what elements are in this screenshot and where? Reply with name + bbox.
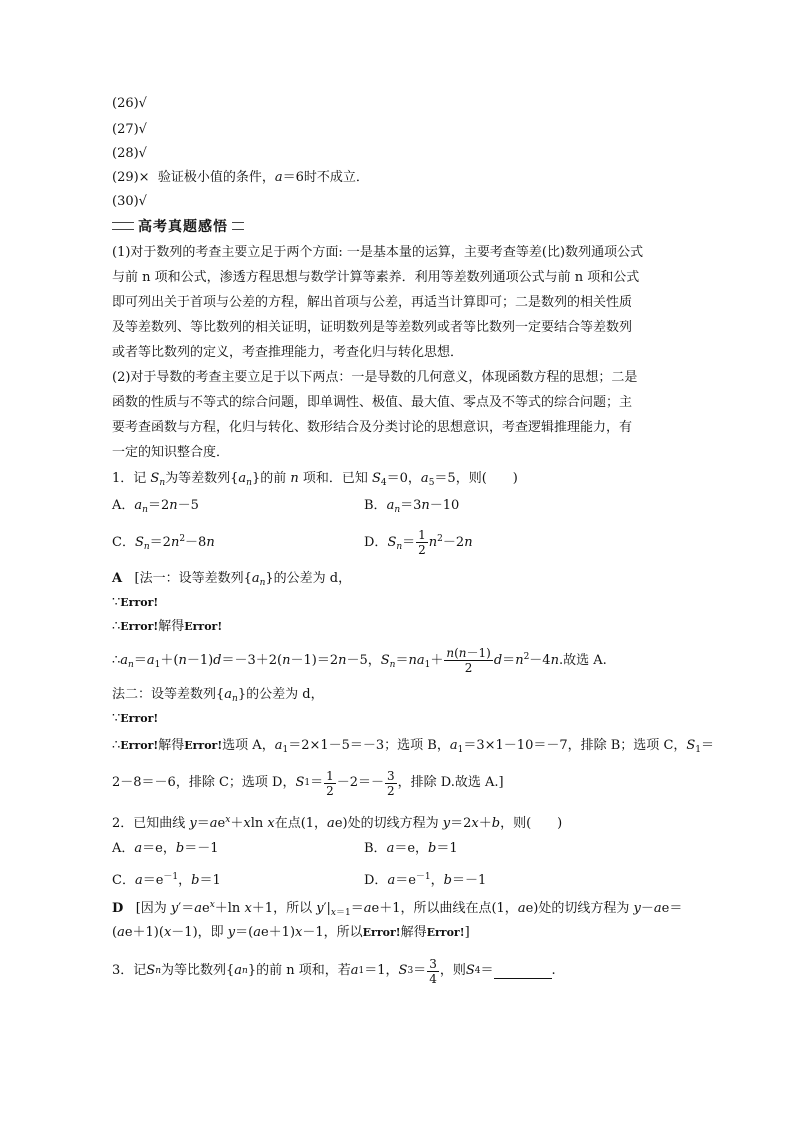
q2-option-b: B．a＝e，b＝1 xyxy=(364,841,458,856)
intro-line: 要考查函数与方程，化归与转化、数形结合及分类讨论的思想意识，考查逻辑推理能力，有 xyxy=(112,420,633,435)
q1-option-d: D．$S_n=$ $\frac{1}{2}$ $n^2-2n$ xyxy=(364,528,473,557)
section-header xyxy=(112,216,684,236)
fraction: $\frac{1}{2}$ xyxy=(326,768,334,798)
check-label: (30)√ xyxy=(112,194,147,209)
intro-line: 及等差数列、等比数列的相关证明，证明数列是等差数列或者等比数列一定要结合等差数列 xyxy=(112,320,633,335)
intro-line: 或者等比数列的定义，考查推理能力，考查化归与转化思想． xyxy=(112,345,464,360)
solution-text: }的公差为 d， xyxy=(237,687,324,702)
solution-text: ，所以曲线在点(1， xyxy=(400,901,518,916)
therefore-symbol: ∴ xyxy=(112,738,121,753)
solution-text: 选项 A， xyxy=(222,738,275,753)
q3-stem: 3．记 S n 为等比数列{ a n }的前 n 项和，若 a 1 ＝1， S 3 ＝ $\frac{3}{4}$ ，则 S 4 ＝ . xyxy=(112,949,684,993)
q1-option-c: C．$S_n=2n^2-8n$ xyxy=(112,534,215,552)
q1-answer: A xyxy=(112,571,123,586)
solution-text: [法一：设等差数列{ xyxy=(134,571,252,586)
intro-line: 与前 n 项和公式，渗透方程思想与数学计算等素养．利用等差数列通项公式与前 n 项和公式 xyxy=(112,270,640,285)
fraction: $\frac{n(n-1)}{2}$ xyxy=(446,646,491,675)
error-text: Error! xyxy=(120,596,159,609)
check-item-27 xyxy=(112,118,684,142)
solution-text: )处的切线方程为 xyxy=(533,901,634,916)
q2-stem-part: ，则( ) xyxy=(500,816,563,831)
q1-stem-part: ＝0， xyxy=(386,471,421,486)
option-letter: D． xyxy=(364,873,388,888)
solution-text: [因为 xyxy=(135,901,171,916)
solution-text: 故选 A. xyxy=(563,653,607,668)
q1-solution-line-5: 法二：设等差数列$\{a_n\}$的公差为 d， xyxy=(112,687,324,704)
q1-stem-part: }的前 xyxy=(251,471,291,486)
solution-text: ，所以 xyxy=(273,901,317,916)
q1-stem-part: 1．记 xyxy=(112,471,151,486)
solution-text: ] xyxy=(464,925,470,940)
intro-line: 函数的性质与不等式的综合问题，即单调性、极值、最大值、零点及不等式的综合问题；主 xyxy=(112,395,633,410)
intro-line: (2)对于导数的考查主要立足于以下两点：一是导数的几何意义，体现函数方程的思想；二是 xyxy=(112,370,638,385)
intro-paragraph-2 xyxy=(112,365,684,465)
option-letter: A． xyxy=(112,498,135,513)
intro-line: 一定的知识整合度． xyxy=(112,445,230,460)
check-item-26 xyxy=(112,92,684,116)
q1-stem: 1．记 $S_n$为等差数列$\{a_n\}$的前 n 项和．已知 $S_4=0$，$a_5=5$，则( ) xyxy=(112,471,518,488)
solution-text: ＝3×1－10＝－7，排除 B；选项 C， xyxy=(463,738,687,753)
q1-option-a: A．$a_n=2n-5$ xyxy=(112,498,199,515)
check-label: (28)√ xyxy=(112,146,147,161)
solution-text: ，所以 xyxy=(323,925,363,940)
q3-stem-part: . xyxy=(551,963,556,978)
q2-stem-part: )处的切线方程为 xyxy=(342,816,443,831)
error-text: Error! xyxy=(184,739,223,752)
because-symbol: ∵ xyxy=(112,595,121,610)
solution-text: ，排除 D.故选 A.] xyxy=(397,775,504,790)
solution-text: 解得 xyxy=(400,925,427,940)
check-label: (26)√ xyxy=(112,96,147,111)
solution-text: 解得 xyxy=(158,738,185,753)
q1-stem-part: ＝5，则( ) xyxy=(434,471,518,486)
section-bar-left xyxy=(112,222,134,230)
q2-solution-line-1: D [因为 $y'=ae^x+\ln$ x＋1，所以 $y'|_{x=1}=ae+1$，所以曲线在点(1，ae)处的切线方程为 y－ae＝ xyxy=(112,900,683,918)
error-text: Error! xyxy=(184,620,223,633)
section-title: 高考真题感悟 xyxy=(134,216,232,236)
solution-text: }的公差为 d， xyxy=(265,571,352,586)
option-letter: A． xyxy=(112,841,135,856)
q3-stem-part: }的前 n 项和，若 xyxy=(247,963,351,978)
q1-solution-line-6 xyxy=(112,707,684,731)
q3-stem-part: 3．记 xyxy=(112,963,147,978)
therefore-symbol: ∴ xyxy=(112,619,121,634)
intro-paragraph-1 xyxy=(112,240,684,365)
q1-solution-line-1: A [法一：设等差数列$\{a_n\}$的公差为 d， xyxy=(112,571,352,588)
section-bar-right xyxy=(232,222,244,230)
q1-options-row-2 xyxy=(112,521,684,565)
check-item-29 xyxy=(112,166,684,190)
q1-stem-part: 项和．已知 xyxy=(298,471,372,486)
fraction: $\frac{3}{2}$ xyxy=(387,768,395,798)
q2-stem: 2．已知曲线 $y=ae^x+xln$ x在点(1，ae)处的切线方程为 y＝2x＋b，则( ) xyxy=(112,815,563,831)
answer-blank[interactable] xyxy=(494,964,552,979)
q3-stem-part: ＝ xyxy=(480,963,494,978)
fraction: $\frac{1}{2}$ xyxy=(418,528,426,557)
solution-text: 解得 xyxy=(158,619,185,634)
intro-line: (1)对于数列的考查主要立足于两个方面: 一是基本量的运算，主要考查等差(比)数列通项公式 xyxy=(112,245,644,260)
option-letter: D． xyxy=(364,535,388,550)
q1-option-b: B．$a_n=3n-10$ xyxy=(364,498,460,515)
error-text: Error! xyxy=(362,926,401,939)
check-item-28 xyxy=(112,142,684,166)
check-note-end: ＝6时不成立． xyxy=(282,170,369,185)
option-letter: B． xyxy=(364,498,387,513)
error-text: Error! xyxy=(426,926,465,939)
solution-text: 2－8＝－6，排除 C；选项 D， xyxy=(112,775,296,790)
error-text: Error! xyxy=(120,739,159,752)
check-item-30 xyxy=(112,190,684,214)
document-page xyxy=(112,94,715,993)
q1-solution-line-4: $\therefore a_n=a_1+(n-1)d=-3+2(n-1)=2n-5$，$S_n=na_1+$ $\frac{n(n-1)}{2}$ $d=n^2-4n$. 故选 A. xyxy=(112,639,684,683)
q1-solution-line-8: 2－8＝－6，排除 C；选项 D， S 1 ＝ $\frac{1}{2}$ －2＝－ $\frac{3}{2}$ ，排除 D.故选 A.] xyxy=(112,761,684,805)
q1-solution-line-7: ∴Error!解得Error!选项 A，$a_1=2\times 1-5=-3$；选项 B，$a_1=3\times 1-10=-7$，排除 B；选项 C，$S_1=$ xyxy=(112,738,715,755)
q2-option-c: C．$a=e^{-1}$，b＝1 xyxy=(112,872,221,888)
solution-text: －2＝－ xyxy=(336,775,385,790)
q2-option-a: A．a＝e，b＝－1 xyxy=(112,841,219,856)
option-letter: C． xyxy=(112,535,135,550)
q1-solution-line-2 xyxy=(112,591,684,615)
q2-stem-part: 在点(1， xyxy=(274,816,328,831)
q2-stem-part: 2．已知曲线 xyxy=(112,816,190,831)
q2-answer: D xyxy=(112,901,124,916)
q3-stem-part: 为等比数列{ xyxy=(160,963,235,978)
q1-stem-part: 为等差数列{ xyxy=(165,471,239,486)
q2-option-d: D．$a=e^{-1}$，b＝－1 xyxy=(364,872,487,888)
solution-text: 法二：设等差数列{ xyxy=(112,687,225,702)
solution-text: ＝2×1－5＝－3；选项 B， xyxy=(288,738,450,753)
solution-text: ，即 xyxy=(197,925,228,940)
q2-options-row-1 xyxy=(112,835,684,863)
error-text: Error! xyxy=(120,620,159,633)
option-letter: C． xyxy=(112,873,135,888)
q3-stem-part: ，则 xyxy=(439,963,466,978)
fraction: $\frac{3}{4}$ xyxy=(429,956,437,986)
check-note-var: a xyxy=(274,170,283,185)
option-letter: B． xyxy=(364,841,387,856)
check-label: (29)× xyxy=(112,170,150,185)
q2-options-row-2 xyxy=(112,863,684,891)
check-note: 验证极小值的条件， xyxy=(157,170,275,185)
error-text: Error! xyxy=(120,712,159,725)
check-label: (27)√ xyxy=(112,122,147,137)
because-symbol: ∵ xyxy=(112,711,121,726)
q3-stem-part: ＝1， xyxy=(364,963,399,978)
q2-solution-line-2: (ae＋1)(x－1)，即 y＝(ae＋1)x－1，所以Error!解得Error!] xyxy=(112,925,470,940)
intro-line: 即可列出关于首项与公差的方程，解出首项与公差，再适当计算即可；二是数列的相关性质 xyxy=(112,295,633,310)
